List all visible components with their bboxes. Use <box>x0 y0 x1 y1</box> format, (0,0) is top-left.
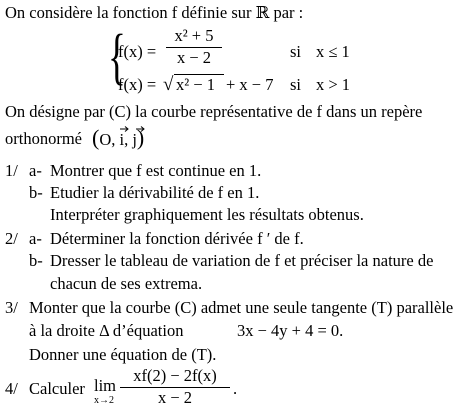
q2b-text2: chacun de ses extrema. <box>50 274 203 293</box>
q3-line3: Donner une équation de (T). <box>29 345 217 364</box>
piecewise-brace: { <box>108 23 126 91</box>
q3-equation: 3x − 4y + 4 = 0. <box>237 321 344 340</box>
case1-denominator: x − 2 <box>176 47 212 67</box>
q4-fraction <box>120 368 230 406</box>
q4-number: 4/ <box>5 379 18 398</box>
case2-rest: + x − 7 <box>226 75 274 94</box>
context-line1: On désigne par (C) la courbe représentative de f dans un repère <box>5 102 423 121</box>
q4-end: . <box>233 379 238 398</box>
q4-denominator: x − 2 <box>157 387 193 407</box>
frame-open: ( <box>92 125 100 150</box>
q4-lim-sub: x→2 <box>94 395 114 406</box>
case1-fraction <box>166 28 222 66</box>
q2b-text1: Dresser le tableau de variation de f et préciser la nature de <box>50 251 434 270</box>
q2b-label: b- <box>29 251 43 270</box>
frame-content: O, i, j <box>99 130 137 149</box>
vector-arrows-icon <box>112 124 152 134</box>
case2-lhs: f(x) = <box>118 75 157 94</box>
q4-numerator: xf(2) − 2f(x) <box>133 366 217 385</box>
case1-numerator: x² + 5 <box>174 26 214 45</box>
frame-close: ) <box>136 125 145 150</box>
q2-number: 2/ <box>5 229 18 248</box>
intro-text: On considère la fonction f définie sur ℝ par : <box>5 3 304 22</box>
q3-number: 3/ <box>5 298 18 317</box>
case1-lhs: f(x) = <box>118 42 157 61</box>
q4-lim: lim <box>94 376 117 395</box>
q3-line2-prefix: à la droite Δ d’équation <box>29 321 184 340</box>
q1-number: 1/ <box>5 161 18 180</box>
context-line2: orthonormé <box>5 129 82 148</box>
case2-condition: x > 1 <box>316 75 351 94</box>
q1b-text2: Interpréter graphiquement les résultats obtenus. <box>50 205 364 224</box>
q4-text: Calculer <box>29 379 85 398</box>
q1a-label: a- <box>29 161 42 180</box>
sqrt-symbol: √ <box>163 74 174 95</box>
case1-condition-word: si <box>290 42 302 61</box>
case2-condition-word: si <box>290 75 302 94</box>
q3-line1: Monter que la courbe (C) admet une seule tangente (T) parallèle <box>29 298 454 317</box>
q1b-label: b- <box>29 183 43 202</box>
q2a-text: Déterminer la fonction dérivée f ′ de f. <box>50 229 304 248</box>
q1a-text: Montrer que f est continue en 1. <box>50 161 262 180</box>
q1b-text1: Etudier la dérivabilité de f en 1. <box>50 183 260 202</box>
case1-condition: x ≤ 1 <box>316 42 350 61</box>
q2a-label: a- <box>29 229 42 248</box>
case2-radicand: x² − 1 <box>176 75 216 94</box>
